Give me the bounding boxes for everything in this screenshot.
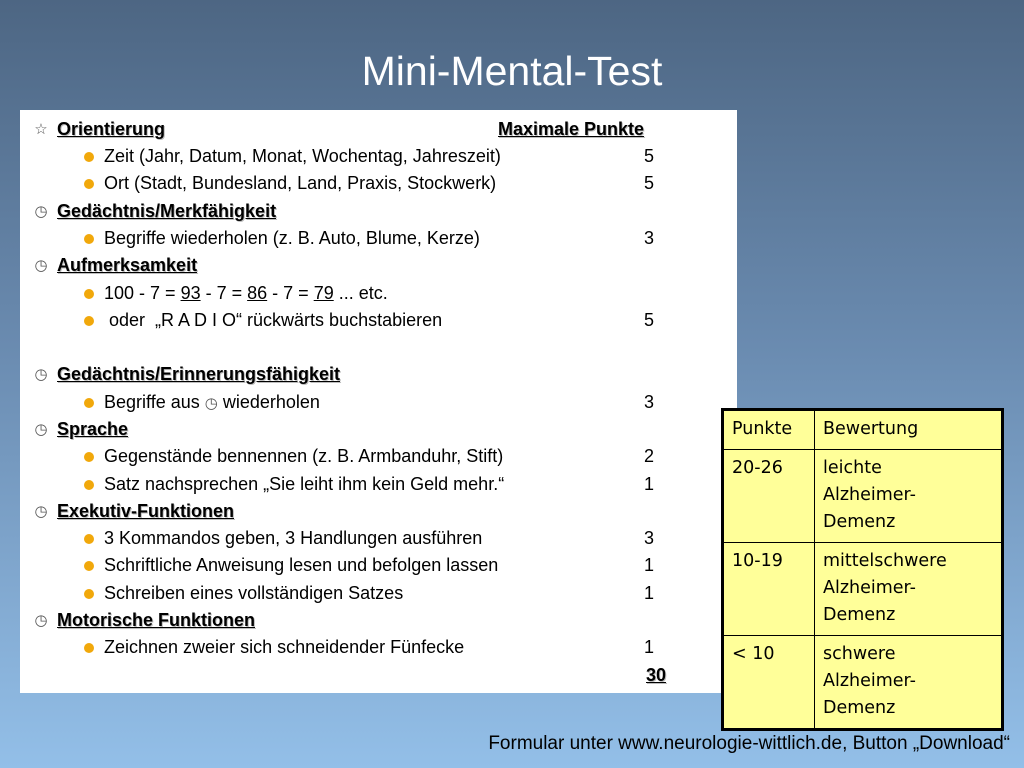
list-item — [20, 143, 737, 170]
item-text: Schreiben eines vollständigen Satzes — [104, 583, 404, 603]
item-points: 3 — [644, 528, 655, 548]
total-points: 30 — [646, 665, 667, 685]
section-header-erinnerungsfaehigkeit — [20, 361, 737, 388]
item-text: Zeichnen zweier sich schneidender Fünfecke — [104, 637, 465, 657]
item-text: Ort (Stadt, Bundesland, Land, Praxis, Stockwerk) — [104, 173, 497, 193]
table-row — [723, 636, 1003, 730]
section-label: Orientierung — [57, 119, 166, 139]
bullet-icon — [84, 480, 94, 490]
clock-icon: ◷ — [204, 395, 218, 412]
section-header-sprache — [20, 416, 737, 443]
rating-cell: leichte Alzheimer- Demenz — [815, 450, 1003, 543]
table-row — [723, 543, 1003, 636]
clock-icon: ◷ — [34, 257, 48, 274]
section-label: Exekutiv-Funktionen — [57, 501, 235, 521]
list-item — [20, 307, 737, 334]
clock-icon: ◷ — [34, 366, 48, 383]
bullet-icon — [84, 561, 94, 571]
table-header-row — [723, 410, 1003, 450]
item-points: 5 — [644, 146, 655, 166]
column-header-bewertung: Bewertung — [815, 410, 1003, 450]
item-points: 3 — [644, 228, 655, 248]
bullet-icon — [84, 289, 94, 299]
answer-79: 79 — [313, 283, 334, 303]
footer-note: Formular unter www.neurologie-wittlich.de, Button „Download“ — [488, 733, 1010, 754]
range-cell: 10-19 — [723, 543, 815, 636]
item-points: 2 — [644, 446, 655, 466]
star-icon: ☆ — [34, 121, 48, 138]
list-item — [20, 634, 737, 661]
rating-table — [721, 408, 1004, 731]
section-header-motorisch — [20, 607, 737, 634]
section-label: Gedächtnis/Erinnerungsfähigkeit — [57, 364, 341, 384]
item-points: 3 — [644, 392, 655, 412]
section-header-merkfaehigkeit — [20, 198, 737, 225]
item-text: 3 Kommandos geben, 3 Handlungen ausführen — [104, 528, 483, 548]
list-item — [20, 443, 737, 470]
max-points-header: Maximale Punkte — [498, 119, 645, 139]
range-cell: 20-26 — [723, 450, 815, 543]
list-item — [20, 389, 737, 416]
list-item — [20, 225, 737, 252]
list-item — [20, 552, 737, 579]
bullet-icon — [84, 534, 94, 544]
bullet-icon — [84, 398, 94, 408]
calculation-text: 100 - 7 = 93 - 7 = 86 - 7 = 79 ... etc. — [104, 283, 388, 303]
clock-icon: ◷ — [34, 203, 48, 220]
item-text: Begriffe wiederholen (z. B. Auto, Blume, Kerze) — [104, 228, 480, 248]
item-text: Zeit (Jahr, Datum, Monat, Wochentag, Jahreszeit) — [104, 146, 501, 166]
item-text: oder „R A D I O“ rückwärts buchstabieren — [104, 310, 443, 330]
list-item — [20, 580, 737, 607]
item-text: Begriffe aus ◷ wiederholen — [104, 392, 320, 412]
table-row — [723, 450, 1003, 543]
slide-title: Mini-Mental-Test — [361, 48, 663, 94]
item-points: 5 — [644, 173, 655, 193]
bullet-icon — [84, 643, 94, 653]
rating-cell: mittelschwere Alzheimer- Demenz — [815, 543, 1003, 636]
item-text: Gegenstände bennennen (z. B. Armbanduhr, Stift) — [104, 446, 504, 466]
section-label: Sprache — [57, 419, 129, 439]
section-label: Aufmerksamkeit — [57, 255, 198, 275]
rating-cell: schwere Alzheimer- Demenz — [815, 636, 1003, 730]
section-header-aufmerksamkeit — [20, 252, 737, 279]
section-header-exekutiv — [20, 498, 737, 525]
clock-icon: ◷ — [34, 503, 48, 520]
item-text: Satz nachsprechen „Sie leiht ihm kein Geld mehr.“ — [104, 474, 505, 494]
answer-93: 93 — [180, 283, 201, 303]
bullet-icon — [84, 316, 94, 326]
column-header-punkte: Punkte — [723, 410, 815, 450]
item-points: 1 — [644, 474, 655, 494]
list-item-calculation — [20, 280, 737, 307]
bullet-icon — [84, 234, 94, 244]
total-row — [20, 662, 737, 689]
section-label: Gedächtnis/Merkfähigkeit — [57, 201, 277, 221]
item-points: 1 — [644, 583, 655, 603]
item-points: 1 — [644, 637, 655, 657]
test-items-panel — [20, 110, 737, 693]
clock-icon: ◷ — [34, 421, 48, 438]
bullet-icon — [84, 179, 94, 189]
bullet-icon — [84, 589, 94, 599]
bullet-icon — [84, 152, 94, 162]
list-item — [20, 471, 737, 498]
bullet-icon — [84, 452, 94, 462]
item-points: 1 — [644, 555, 655, 575]
item-text: Schriftliche Anweisung lesen und befolgen lassen — [104, 555, 499, 575]
section-label: Motorische Funktionen — [57, 610, 255, 630]
list-item — [20, 525, 737, 552]
answer-86: 86 — [247, 283, 268, 303]
section-header-orientierung — [20, 116, 737, 143]
list-item — [20, 170, 737, 197]
range-cell: < 10 — [723, 636, 815, 730]
item-points: 5 — [644, 310, 655, 330]
clock-icon: ◷ — [34, 612, 48, 629]
